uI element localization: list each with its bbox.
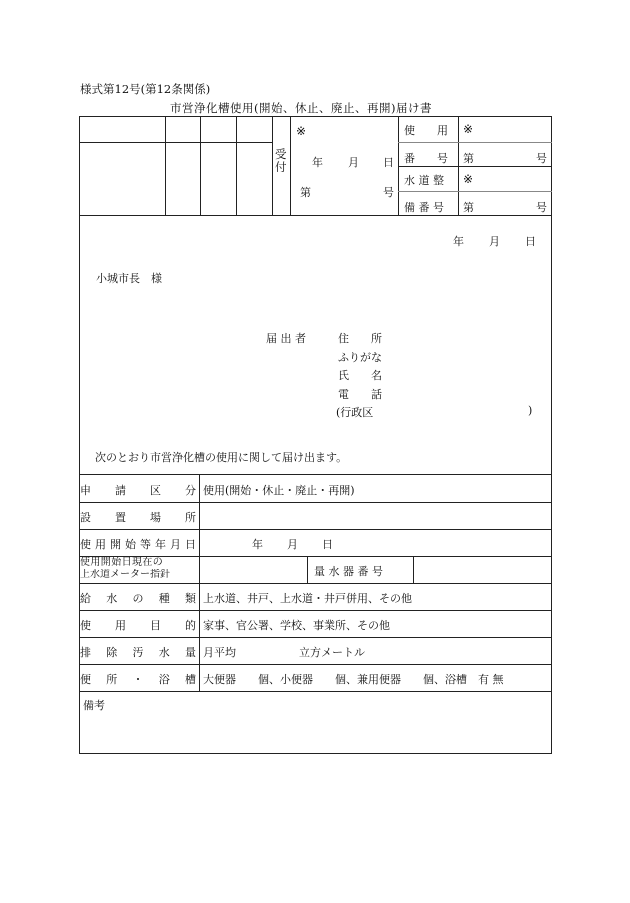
label-meter-reading-line1: 使用開始日現在の bbox=[80, 557, 164, 568]
water-number-dai: 第 bbox=[463, 201, 474, 214]
statement: 次のとおり市営浄化槽の使用に関して届け出ます。 bbox=[95, 451, 348, 464]
use-number-label-1: 使 用 bbox=[404, 124, 448, 137]
label-meter-number: 量 水 器 番 号 bbox=[314, 565, 383, 578]
reception-dai: 第 bbox=[300, 186, 311, 199]
value-wastewater-unit: 立方メートル bbox=[299, 646, 365, 659]
label-meter-reading-line2: 上水道メーター指針 bbox=[80, 569, 170, 580]
value-usage-purpose: 家事、官公署、学校、事業所、その他 bbox=[203, 619, 390, 632]
form-title: 市営浄化槽使用(開始、休止、廃止、再開)届け書 bbox=[170, 101, 432, 115]
water-number-mark: ※ bbox=[463, 172, 474, 186]
form-number: 様式第12号(第12条関係) bbox=[80, 82, 211, 96]
submission-year: 年 bbox=[453, 235, 464, 248]
reception-go: 号 bbox=[383, 186, 394, 199]
water-number-label-2: 備 番 号 bbox=[404, 201, 444, 214]
label-installation-place: 設置場所 bbox=[80, 511, 196, 524]
use-number-label-2: 番 号 bbox=[404, 152, 448, 165]
label-application-type: 申請区分 bbox=[80, 484, 196, 497]
start-date-year: 年 bbox=[252, 538, 263, 551]
submission-month: 月 bbox=[489, 235, 500, 248]
reception-year: 年 bbox=[312, 156, 323, 169]
label-usage-purpose: 使用目的 bbox=[80, 619, 196, 632]
label-toilet-bath: 便所・浴槽 bbox=[80, 673, 196, 686]
applicant-district-open: (行政区 bbox=[336, 406, 374, 419]
value-application-type: 使用(開始・休止・廃止・再開) bbox=[203, 484, 355, 497]
value-wastewater-prefix: 月平均 bbox=[203, 646, 236, 659]
water-number-label-1: 水 道 整 bbox=[404, 174, 444, 187]
applicant-furigana-label: ふりがな bbox=[338, 351, 382, 364]
applicant-name-label: 氏 名 bbox=[338, 369, 382, 382]
label-wastewater-volume: 排除汚水量 bbox=[80, 646, 196, 659]
remarks-label: 備考 bbox=[83, 699, 105, 712]
reception-mark: ※ bbox=[296, 124, 307, 138]
water-number-go: 号 bbox=[536, 201, 547, 214]
start-date-month: 月 bbox=[287, 538, 298, 551]
use-number-mark: ※ bbox=[463, 122, 474, 136]
reception-day: 日 bbox=[383, 156, 394, 169]
use-number-go: 号 bbox=[536, 152, 547, 165]
applicant-address-label: 住 所 bbox=[338, 332, 382, 345]
applicant-district-close: ) bbox=[528, 404, 533, 417]
value-water-supply-type: 上水道、井戸、上水道・井戸併用、その他 bbox=[203, 592, 412, 605]
applicant-phone-label: 電 話 bbox=[338, 388, 382, 401]
applicant-label: 届 出 者 bbox=[266, 332, 306, 345]
label-water-supply-type: 給水の種類 bbox=[80, 592, 196, 605]
start-date-day: 日 bbox=[322, 538, 333, 551]
value-toilet-bath: 大便器 個、小便器 個、兼用便器 個、浴槽 有 無 bbox=[203, 673, 504, 686]
submission-day: 日 bbox=[525, 235, 536, 248]
label-start-date: 使用開始等年月日 bbox=[80, 538, 196, 551]
addressee: 小城市長 様 bbox=[96, 272, 162, 285]
reception-month: 月 bbox=[348, 156, 359, 169]
reception-label: 受付 bbox=[275, 147, 287, 174]
use-number-dai: 第 bbox=[463, 152, 474, 165]
